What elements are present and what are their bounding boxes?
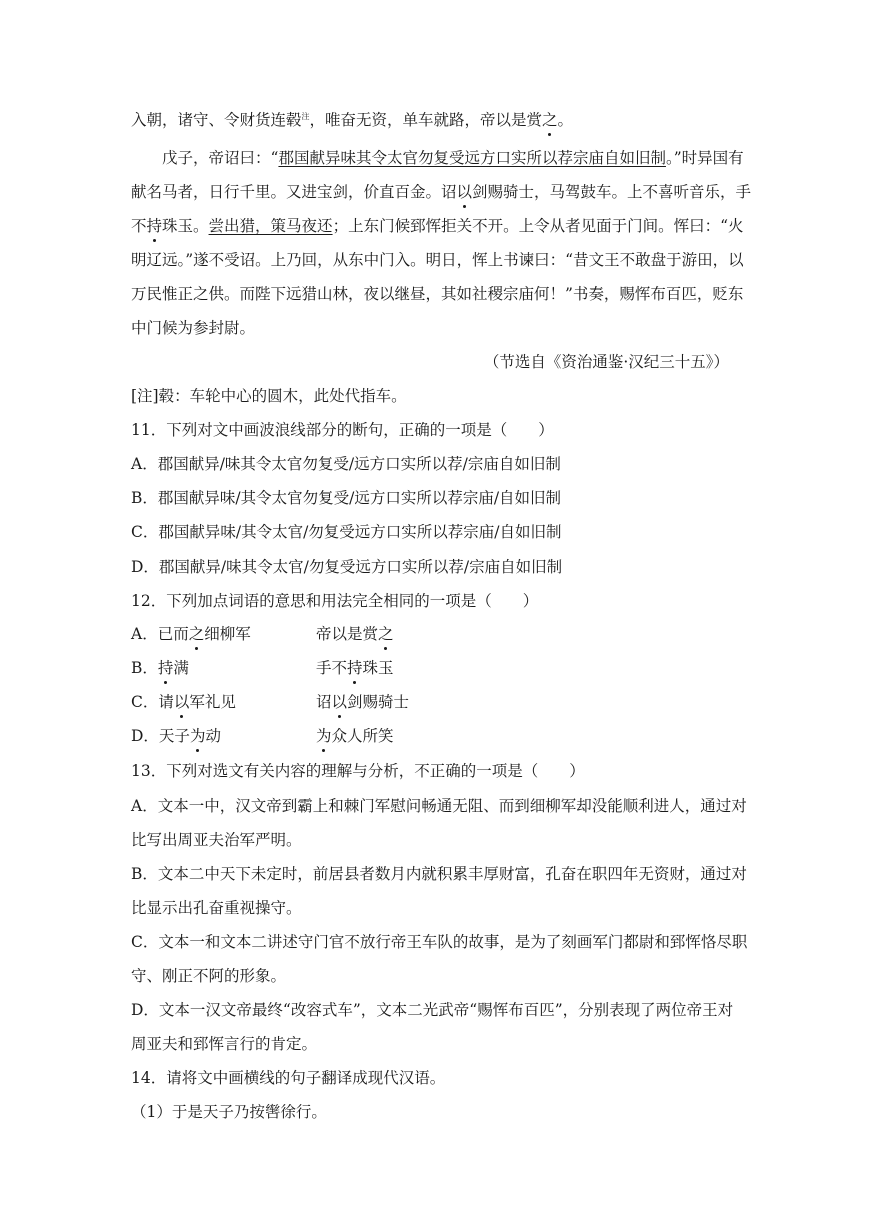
question-13-option-b-line-1: B．文本二中天下未定时，前居县者数月内就积累丰厚财富，孔奋在职四年无资财，通过对 — [131, 865, 747, 883]
dotted-word: 持 — [157, 659, 174, 677]
annotation-note: [注]毂：车轮中心的圆木，此处代指车。 — [131, 387, 407, 405]
text: 剑赐骑士，马驾鼓车。上不喜听音乐，手 — [472, 183, 752, 201]
question-11-option-a: A．郡国献异/味其令太官勿复受/远方口实所以荐/宗庙自如旧制 — [131, 455, 561, 473]
passage-line-5: 明辽远。”遂不受诏。上乃回，从东中门入。明日，恽上书谏曰：“昔文王不敢盘于游田，以 — [131, 251, 744, 269]
dotted-word: 以 — [456, 183, 473, 201]
passage-line-4 — [131, 215, 744, 237]
dotted-word: 之 — [378, 625, 394, 643]
passage-line-3 — [131, 181, 751, 203]
question-12-option-c-pair — [316, 691, 409, 713]
question-12-option-c — [131, 691, 236, 713]
text: C．请 — [131, 693, 174, 711]
text: 珠玉。 — [162, 217, 209, 235]
question-13-option-d-line-2: 周亚夫和郅恽言行的肯定。 — [131, 1035, 318, 1053]
text: 诏 — [316, 693, 332, 711]
dotted-word: 持 — [146, 217, 163, 235]
text: 满 — [173, 659, 189, 677]
dotted-word: 之 — [188, 625, 205, 643]
text: 。 — [557, 111, 574, 130]
question-12-option-d-pair — [316, 725, 394, 747]
dotted-word: 为 — [316, 727, 332, 745]
question-14-stem: 14．请将文中画横线的句子翻译成现代汉语。 — [131, 1069, 446, 1087]
text: 细柳军 — [204, 625, 251, 643]
question-12-option-b-pair — [316, 657, 394, 679]
question-13-option-d-line-1: D．文本一汉文帝最终“改容式车”，文本二光武帝“赐恽布百匹”，分别表现了两位帝王对 — [131, 1001, 734, 1019]
dotted-word: 为 — [189, 727, 206, 745]
text: 动 — [205, 727, 221, 745]
text: 众人所笑 — [331, 727, 394, 745]
text: D．天子 — [131, 727, 190, 745]
dotted-word: 以 — [173, 693, 190, 711]
text: 军礼见 — [189, 693, 236, 711]
question-11-option-c: C．郡国献异味/其令太官/勿复受远方口实所以荐宗庙/自如旧制 — [131, 523, 562, 541]
text: 剑赐骑士 — [347, 693, 410, 711]
question-13-option-c-line-1: C．文本一和文本二讲述守门官不放行帝王车队的故事，是为了刻画军门都尉和郅恽恪尽职 — [131, 933, 748, 951]
question-11-option-b: B．郡国献异味/其令太官勿复受/远方口实所以荐宗庙/自如旧制 — [131, 489, 562, 507]
dotted-word: 持 — [347, 659, 363, 677]
dotted-word: 以 — [331, 693, 348, 711]
dotted-word: 之 — [542, 111, 558, 130]
question-11-option-d: D．郡国献异/味其令太官/勿复受远方口实所以荐/宗庙自如旧制 — [131, 558, 563, 576]
wavy-underlined-sentence: 郡国献异味其令太官勿复受远方口实所以荐宗庙自如旧制 — [278, 149, 666, 167]
text: ，唯奋无资，单车就路，帝以是赏 — [309, 111, 543, 130]
passage-line-6: 万民惟正之供。而陛下远猎山林，夜以继昼，其如社稷宗庙何！”书奏，赐恽布百匹，贬东 — [131, 285, 744, 303]
question-13-option-a-line-2: 比写出周亚夫治军严明。 — [131, 831, 302, 849]
question-12-stem: 12．下列加点词语的意思和用法完全相同的一项是（ ） — [131, 592, 539, 610]
text: 献名马者，日行千里。又进宝剑，价直百金。诏 — [131, 183, 457, 201]
question-12-option-a-pair — [316, 623, 394, 645]
footnote-marker: 注 — [301, 112, 310, 121]
passage-source: （节选自《资治通鉴·汉纪三十五》） — [483, 353, 729, 371]
question-13-option-b-line-2: 比显示出孔奋重视操守。 — [131, 899, 302, 917]
question-12-option-d — [131, 725, 221, 747]
passage-line-1 — [131, 106, 573, 131]
text: A．已而 — [131, 625, 189, 643]
underlined-sentence: 尝出猎，策马夜还 — [208, 217, 333, 235]
question-14-sub-1: （1）于是天子乃按辔徐行。 — [131, 1103, 327, 1121]
text: 入朝，诸守、令财货连毂 — [131, 111, 302, 130]
text: B． — [131, 659, 158, 677]
question-12-option-b — [131, 657, 189, 679]
text: 手不 — [316, 659, 348, 677]
question-13-stem: 13．下列对选文有关内容的理解与分析，不正确的一项是（ ） — [131, 762, 585, 780]
text: 不 — [131, 217, 147, 235]
text: 戊子，帝诏曰：“ — [162, 149, 279, 167]
question-13-option-a-line-1: A．文本一中，汉文帝到霸上和棘门军慰问畅通无阻、而到细柳军却没能顺利进人，通过对 — [131, 797, 747, 815]
text: ；上东门候郅恽拒关不开。上令从者见面于门间。恽曰：“火 — [332, 217, 744, 235]
text: 。”时异国有 — [665, 149, 744, 167]
passage-line-7: 中门候为参封尉。 — [131, 319, 256, 337]
question-11-stem: 11．下列对文中画波浪线部分的断句，正确的一项是（ ） — [131, 421, 554, 439]
question-12-option-a — [131, 623, 251, 645]
question-13-option-c-line-2: 守、刚正不阿的形象。 — [131, 967, 287, 985]
text: 珠玉 — [362, 659, 394, 677]
passage-line-2 — [162, 147, 744, 169]
text: 帝以是赏 — [316, 625, 379, 643]
